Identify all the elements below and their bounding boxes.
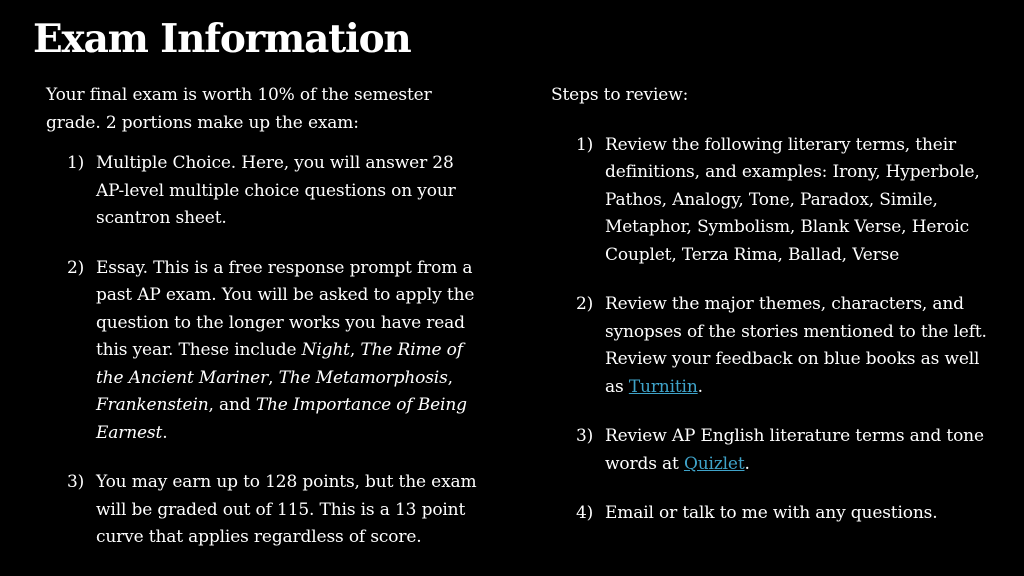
work-title: The Importance of Being Earnest (96, 395, 467, 443)
list-number: 4) (576, 503, 594, 523)
list-text: Multiple Choice. Here, you will answer 28 AP-level multiple choice questions on your scantron sheet. (96, 153, 456, 228)
list-number: 3) (576, 426, 594, 446)
separator: , (447, 367, 453, 388)
list-text (605, 423, 996, 478)
sentence-end: . (744, 453, 750, 474)
list-number: 3) (67, 472, 85, 492)
quizlet-link[interactable]: Quizlet (683, 453, 745, 474)
turnitin-link[interactable]: Turnitin (628, 376, 698, 397)
sentence-end: . (162, 422, 168, 443)
list-text: Email or talk to me with any questions. (605, 503, 938, 523)
review-step-4 (576, 500, 996, 528)
step-text: Review the major themes, characters, and synopses of the stories mentioned to the left. Review your feedback on blue books as well as (605, 294, 987, 397)
exam-portion-1 (67, 150, 486, 233)
review-step-3 (576, 423, 996, 478)
list-text: Review the following literary terms, their definitions, and examples: Irony, Hyperbole, Pathos, Analogy, Tone, Paradox, Simile, Metaphor, Symbolism, Blank Verse, Heroic Couplet, Terza Rima, Ballad, Verse (605, 134, 980, 265)
list-number: 1) (67, 153, 85, 173)
exam-intro: Your final exam is worth 10% of the semester grade. 2 portions make up the exam: (46, 85, 432, 133)
list-number: 1) (576, 134, 594, 155)
slide-title: Exam Information (33, 16, 411, 62)
list-text (96, 255, 486, 448)
review-step-1 (576, 132, 996, 270)
list-text (605, 291, 996, 401)
right-column (551, 82, 996, 550)
separator: , (349, 340, 361, 360)
sentence-end: . (697, 376, 703, 397)
work-title: Night (301, 340, 350, 360)
list-number: 2) (576, 294, 594, 314)
left-column (46, 82, 486, 574)
exam-portion-3 (67, 469, 486, 552)
separator: , (268, 367, 279, 388)
exam-portion-2 (67, 255, 486, 448)
list-text: You may earn up to 128 points, but the exam will be graded out of 115. This is a 13 point curve that applies regardless of score. (96, 472, 477, 547)
work-title: The Rime of the Ancient Mariner (96, 340, 463, 388)
separator: , and (208, 395, 256, 415)
list-number: 2) (67, 257, 85, 278)
steps-heading: Steps to review: (551, 85, 689, 105)
work-title: The Metamorphosis (278, 367, 448, 388)
review-step-2 (576, 291, 996, 401)
essay-description: Essay. This is a free response prompt from a past AP exam. You will be asked to apply the question to the longer works you have read this year. These include (96, 257, 475, 360)
work-title: Frankenstein (96, 395, 209, 415)
step-text: Review AP English literature terms and tone words at (605, 426, 984, 474)
